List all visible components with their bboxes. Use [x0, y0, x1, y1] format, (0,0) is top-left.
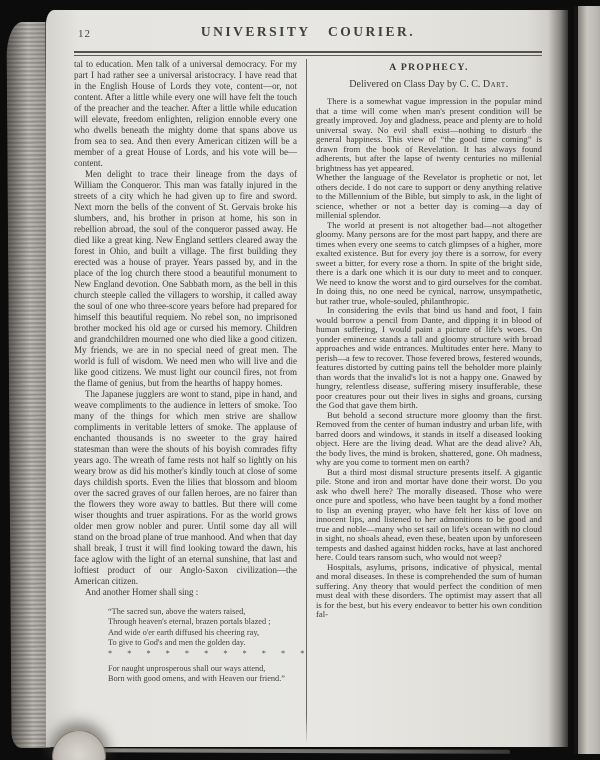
- two-column-text: [74, 59, 542, 744]
- adjacent-page-edge: [574, 6, 600, 754]
- poem-intro: And another Homer shall sing :: [85, 587, 199, 597]
- poem-asterisk-separator: * * * * * * * * * * *: [108, 648, 306, 658]
- left-column: [74, 59, 306, 744]
- byline-text: Delivered on Class Day by C. C.: [349, 79, 483, 90]
- article-heading: A PROPHECY.: [389, 62, 469, 73]
- paragraph: The Japanese jugglers are wont to stand, pipe in hand, and weave compliments to the audience in letters of smoke. Too many of the things for which men strive are shallow compliments in veritable letters of smoke. The applause of enchanted thousands is no sweeter to the gray haired statesman than were the shouts of his boyish comrades fifty years ago. The wreath of fame rests not half so lightly on his weary brow as did his mother's kindly touch at close of some days childish sports. Even the lilies that blossom and bloom over the sacred graves of our fallen heroes, are no fairer than the flowers they wore away to battles. But there will come wiser thoughts and truer aspirations. For as the world grows older men grow nobler and purer. Until some day all will stand on the broad plane of true manhood. And when that day shall break, I trust it will find looking toward the dawn, his face aglow with the light of an eternal sunshine, that last and loftiest product of our Anglo-Saxon civilization—the American citizen.: [74, 389, 297, 586]
- poem-line: And wide o'er earth diffused his cheering ray,: [108, 627, 260, 637]
- paragraph: Whether the language of the Revelator is prophetic or not, let others decide. I do not care to support or deny anything relative to the Millennium of the Bible, but simply to ask, in the light of science, whether or not a better day is coming—a day of millenial splendor.: [316, 172, 542, 220]
- paragraph: tal to education. Men talk of a universal democracy. For my part I had rather see a universal aristocracy. I have read that in the English House of Lords they vote, content—or, not content. After a little while every one will have felt the touch of the preacher and the teacher. After a little while education will elevate, freedom enlighten, religion ennoble every one who dwells beneath the mighty dome that spans above us from sea to sea. And then every American citizen will be a member of a great House of Lords, and his vote will be—content.: [74, 59, 297, 168]
- article-byline: [316, 79, 542, 90]
- poem-line: Through heaven's eternal, brazen portals blazed ;: [108, 617, 271, 627]
- poem-line: For naught unprosperous shall our ways attend,: [108, 664, 266, 674]
- book-page-edges: [6, 22, 50, 748]
- magazine-page: [46, 10, 568, 747]
- paragraph: Men delight to trace their lineage from the days of William the Conqueror. This man was fatally injured in the streets of a city which he had given up to fire and sword. Next morn the bells of the convent of St. Gervais broke his slumbers, and, his brother in prison at home, his son in rebellion abroad, the soul of the conqueror passed away. He died like a great king. New England settlers cleared away the forest in Ohio, and built a village. The first building they erected was a house of prayer. Years passed by, and in the place of the log church there stood a beautiful monument to New England devotion. One Sabbath morn, as the bell in this church steeple called the villagers to worship, it called away the soul of one who three-score years before had prepared for himself this beautiful requiem. No rebel son, no imprisoned brother mocked his old age or cursed his memory. Children and grandchildren mourned one who died like a good citizen. My friends, we are in no special need of great men. The world is full of wisdom. We need men who will live and die like good citizens. We must light our council fires, not from the flame of genius, but from the hearths of happy homes.: [74, 169, 297, 388]
- bottom-page-edge: [70, 748, 510, 754]
- paragraph: But a third most dismal structure presents itself. A gigantic pile. Stone and iron and mortar have done their worst. Do you ask who dwell here? The morally diseased. Those who were once pure and spotless, who have been taught by a fond mother to lisp an evening prayer, who have felt her kiss of love on innocent lips, and listened to her admonitions to be good and true and noble—many who set sail on life's ocean with no cloud in sight, no shoals ahead, even these, beaten upon by unforeseen tempests and dashed against hidden rocks, have at last anchored here. Could tears ransom such, who would not weep?: [316, 466, 542, 562]
- page-title: UNIVERSITY COURIER.: [200, 24, 416, 39]
- byline-author: Dart.: [482, 79, 509, 90]
- paragraph: But behold a second structure more gloomy than the first. Removed from the center of human industry and urban life, with barred doors and windows, it stands in itself a diseased looking object. Here are the living dead. What are the dead alive? Ah, the body lives, the mind is broken, shattered, gone. Oh madness, why are you come to torment men on earth?: [316, 409, 542, 467]
- poem-quote: [108, 607, 306, 685]
- header-rule: [74, 51, 542, 56]
- page-header: [74, 24, 542, 44]
- paragraph: In considering the evils that bind us hand and foot, I fain would borrow a pencil from Dante, and dipping it in blood of human suffering, I would paint a picture of life's woes. On yonder eminence stands a tall and gloomy structure with broad approaches and wide entrances. Multitudes enter here. Many to perish—a few to recover. Those fevered brows, festered wounds, features distorted by cutting pains tell the beholder more plainly than words that the invalid's lot is not a happy one. Gnawed by hungry, relentless disease, suffering misery insufferable, these poor creatures pour out their lives in sighs and groans, cursing the God that gave them birth.: [316, 305, 542, 410]
- paragraph: Hospitals, asylums, prisons, indicative of physical, mental and moral diseases. In these is comprehended the sum of human suffering. Any theory that would perfect the condition of men must deal with these disorders. The optimist may assert that all is for the best, but his every endeavor to better his own condition fal-: [316, 561, 542, 619]
- book-gutter-shadow: [548, 8, 570, 750]
- poem-line: To give to God's and men the golden day.: [108, 638, 246, 648]
- poem-line: “The sacred sun, above the waters raised,: [108, 607, 246, 616]
- paragraph: There is a somewhat vague impression in the popular mind that a time will come when man's present condition will be greatly improved. Joy and gladness, peace and plenty are to hold universal sway. No evil shall exist—nothing to disturb the general happiness. This view of “the good time coming” is drawn from the book of Revelation. It has always found adherents, but after the lapse of twenty centuries no millenial brightness has yet appeared.: [316, 96, 542, 173]
- page-number: 12: [78, 28, 91, 40]
- paragraph: The world at present is not altogether bad—not altogether gloomy. Many persons are for the most part happy, and there are times when every one seems to catch glimpses of a higher, more exalted existence. But for every joy there is a sorrow, for every sweet a bitter, for every rose a thorn. In spite of the bright side, there is a dark one which it is our duty to meet and to conquer. We need to know the worst and to gird ourselves for the combat. In doing this, no one need be cynical, narrow, unsympathetic, but rather true, whole-souled, philanthropic.: [316, 219, 542, 306]
- poem-line: Born with good omens, and with Heaven our friend.”: [108, 674, 285, 684]
- right-column: [307, 59, 542, 744]
